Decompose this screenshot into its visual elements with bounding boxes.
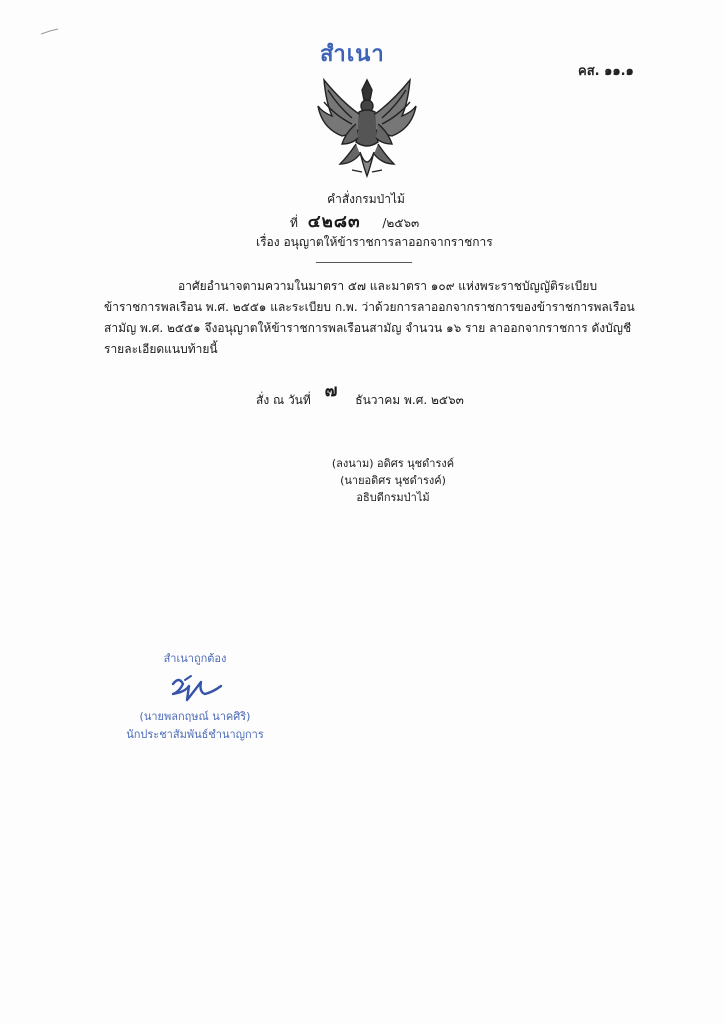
order-date xyxy=(256,381,464,412)
copy-stamp: สำเนา xyxy=(320,42,385,67)
divider xyxy=(316,262,412,263)
signatory-position: อธิบดีกรมป่าไม้ xyxy=(356,491,430,504)
subject-text: อนุญาตให้ข้าราชการลาออกจากราชการ xyxy=(283,235,493,249)
certification-block xyxy=(110,650,280,744)
signatory-name: (นายอดิศร นุชดำรงค์) xyxy=(340,474,446,487)
date-prefix: สั่ง ณ วันที่ xyxy=(256,393,311,407)
scan-mark xyxy=(40,28,60,36)
body-line: อาศัยอำนาจตามความในมาตรา ๕๗ และมาตรา ๑๐๙ แห่งพระราชบัญญัติระเบียบ xyxy=(178,279,598,293)
order-body xyxy=(104,276,660,360)
order-number: ๔๒๘๓ xyxy=(307,212,361,232)
body-line: รายละเอียดแนบท้ายนี้ xyxy=(104,342,218,356)
date-day: ๗ xyxy=(324,381,338,401)
certifier-position: นักประชาสัมพันธ์ชำนาญการ xyxy=(126,728,264,741)
handwritten-signature xyxy=(165,672,225,706)
order-subject-line xyxy=(256,233,493,252)
order-title: คำสั่งกรมป่าไม้ xyxy=(327,192,405,206)
garuda-emblem-icon xyxy=(312,72,422,180)
body-line: สามัญ พ.ศ. ๒๕๕๑ จึงอนุญาตให้ข้าราชการพลเรือนสามัญ จำนวน ๑๖ ราย ลาออกจากราชการ ดังบัญชี xyxy=(104,321,632,335)
body-line: ข้าราชการพลเรือน พ.ศ. ๒๕๕๑ และระเบียบ ก.พ. ว่าด้วยการลาออกจากราชการของข้าราชการพลเรือน xyxy=(104,300,635,314)
document-code: คส. ๑๑.๑ xyxy=(578,64,634,79)
subject-label: เรื่อง xyxy=(256,235,280,249)
order-number-line xyxy=(290,208,419,235)
date-month-year: ธันวาคม พ.ศ. ๒๕๖๓ xyxy=(355,393,464,407)
signatory-block xyxy=(318,455,468,506)
order-number-prefix: ที่ xyxy=(290,216,298,230)
certifier-name: (นายพลกฤษณ์ นาคศิริ) xyxy=(139,710,251,723)
certification-label: สำเนาถูกต้อง xyxy=(163,652,227,665)
signed-by: (ลงนาม) อดิศร นุชดำรงค์ xyxy=(331,457,455,470)
order-year: /๒๕๖๓ xyxy=(382,216,420,230)
